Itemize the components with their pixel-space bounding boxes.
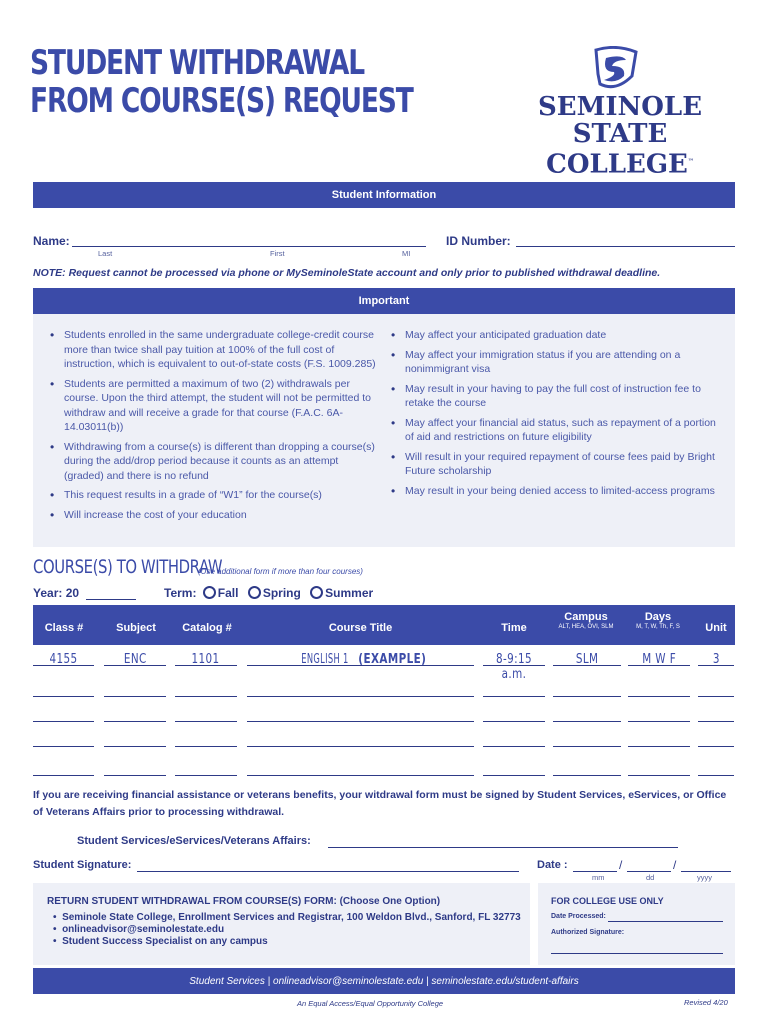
- list-item: • May affect your financial aid status, such as repayment of a portion of aid and restrictions on future eligibility: [389, 416, 719, 445]
- example-subject: ENC: [104, 652, 166, 666]
- course-row-2-days-field[interactable]: [628, 721, 690, 722]
- col-catalog: Catalog #: [182, 622, 232, 634]
- col-time: Time: [501, 622, 527, 634]
- course-row-2-unit-field[interactable]: [698, 721, 734, 722]
- date-processed-field[interactable]: [608, 921, 723, 922]
- student-signature-label: Student Signature:: [33, 859, 132, 871]
- revision-date: Revised 4/20: [684, 998, 728, 1007]
- list-item: • Will result in your required repayment of course fees paid by Bright Future scholarship: [389, 450, 719, 479]
- name-label: Name:: [33, 234, 70, 248]
- form-title-line1: STUDENT WITHDRAWAL: [30, 43, 364, 83]
- services-signature-label: Student Services/eServices/Veterans Affairs:: [77, 835, 311, 847]
- term-fall-radio[interactable]: [203, 586, 216, 599]
- return-option: • onlineadvisor@seminolestate.edu: [53, 924, 225, 935]
- list-item: • Withdrawing from a course(s) is different than dropping a course(s) during the add/drop period because it counts as an attempt (graded) and there is no refund: [48, 440, 378, 484]
- courses-section-subtitle: (Use additional form if more than four courses): [198, 567, 363, 576]
- course-row-2-time-field[interactable]: [483, 721, 545, 722]
- authorized-signature-label: Authorized Signature:: [551, 929, 625, 936]
- course-row-4-unit-field[interactable]: [698, 775, 734, 776]
- important-panel: [33, 314, 735, 547]
- equal-opportunity-note: An Equal Access/Equal Opportunity College: [297, 999, 444, 1008]
- logo-seminole: SEMINOLE: [537, 92, 703, 122]
- return-option: • Seminole State College, Enrollment Services and Registrar, 100 Weldon Blvd., Sanford, FL 32773: [53, 912, 521, 923]
- term-spring-radio[interactable]: [248, 586, 261, 599]
- return-option: • Student Success Specialist on any campus: [53, 936, 268, 947]
- logo-state-college: STATE COLLEGE™: [546, 119, 694, 180]
- list-item: • Will increase the cost of your education: [48, 508, 378, 523]
- date-sub-yyyy: yyyy: [697, 873, 712, 882]
- course-row-1-unit-field[interactable]: [698, 696, 734, 697]
- list-item: • This request results in a grade of “W1” for the course(s): [48, 488, 378, 503]
- col-unit: Unit: [705, 622, 727, 634]
- id-number-label: ID Number:: [446, 234, 511, 248]
- example-catalog: 1101: [175, 652, 237, 666]
- date-label: Date :: [537, 859, 568, 871]
- date-sub-mm: mm: [592, 873, 605, 882]
- term-label: Term:: [164, 586, 197, 600]
- course-row-2-class-field[interactable]: [33, 721, 94, 722]
- col-subject: Subject: [116, 622, 156, 634]
- list-item: • May affect your immigration status if you are attending on a nonimmigrant visa: [389, 348, 719, 377]
- course-row-4-time-field[interactable]: [483, 775, 545, 776]
- course-row-3-unit-field[interactable]: [698, 746, 734, 747]
- course-row-4-catalog-field[interactable]: [175, 775, 237, 776]
- course-row-1-campus-field[interactable]: [553, 696, 621, 697]
- important-bar: Important: [33, 288, 735, 314]
- list-item: • May result in your having to pay the full cost of instruction fee to retake the course: [389, 382, 719, 411]
- name-sub-last: Last: [98, 249, 113, 258]
- example-days: M W F: [628, 652, 690, 666]
- course-row-3-class-field[interactable]: [33, 746, 94, 747]
- example-tag: (EXAMPLE): [357, 652, 426, 667]
- year-field[interactable]: [86, 599, 136, 600]
- services-signature-field[interactable]: [328, 847, 678, 848]
- course-row-1-class-field[interactable]: [33, 696, 94, 697]
- date-sub-dd: dd: [646, 873, 655, 882]
- student-information-bar: Student Information: [33, 182, 735, 208]
- form-title: [30, 44, 413, 120]
- course-row-1-course-title-field[interactable]: [247, 696, 474, 697]
- courses-table-header: [33, 605, 735, 645]
- college-use-panel: [538, 883, 735, 965]
- courses-section-title: COURSE(S) TO WITHDRAW: [33, 556, 223, 578]
- course-row-1-catalog-field[interactable]: [175, 696, 237, 697]
- course-row-2-subject-field[interactable]: [104, 721, 166, 722]
- course-row-1-subject-field[interactable]: [104, 696, 166, 697]
- course-row-3-time-field[interactable]: [483, 746, 545, 747]
- college-logo-icon: [592, 46, 640, 92]
- col-campus-options: ALT, HEA, OVI, SLM: [558, 624, 614, 630]
- course-row-1-days-field[interactable]: [628, 696, 690, 697]
- return-instructions-panel: [33, 883, 530, 965]
- term-summer-radio[interactable]: [310, 586, 323, 599]
- term-options: [164, 586, 373, 600]
- course-row-3-catalog-field[interactable]: [175, 746, 237, 747]
- term-spring-label: Spring: [262, 586, 301, 600]
- year-label: Year: 20: [33, 586, 80, 600]
- example-class: 4155: [33, 652, 94, 666]
- authorized-signature-field[interactable]: [551, 953, 723, 954]
- student-signature-field[interactable]: [137, 871, 519, 872]
- example-campus: SLM: [553, 652, 621, 666]
- course-row-4-days-field[interactable]: [628, 775, 690, 776]
- example-course-title: ENGLISH 1 (EXAMPLE): [247, 652, 474, 666]
- example-time: 8-9:15 a.m.: [483, 652, 545, 666]
- course-row-1-time-field[interactable]: [483, 696, 545, 697]
- col-days: Days M, T, W, Th, F, S: [627, 611, 689, 630]
- financial-assistance-note: If you are receiving financial assistance or veterans benefits, your witdrawal form must be signed by Student Services, eServices, or Office of Veterans Affairs prior to processing withdrawal.: [33, 789, 727, 818]
- name-sub-first: First: [270, 249, 285, 258]
- col-course-title: Course Title: [328, 622, 393, 634]
- course-row-3-course-title-field[interactable]: [247, 746, 474, 747]
- college-logo: [500, 94, 740, 194]
- date-processed-label: Date Processed:: [551, 913, 606, 920]
- date-sep: /: [673, 858, 677, 872]
- course-row-2-catalog-field[interactable]: [175, 721, 237, 722]
- term-fall-label: Fall: [217, 586, 239, 600]
- course-row-3-subject-field[interactable]: [104, 746, 166, 747]
- col-campus: Campus ALT, HEA, OVI, SLM: [552, 611, 620, 630]
- course-row-4-class-field[interactable]: [33, 775, 94, 776]
- course-row-4-course-title-field[interactable]: [247, 775, 474, 776]
- col-class: Class #: [44, 622, 84, 634]
- term-summer-label: Summer: [325, 586, 374, 600]
- course-row-4-campus-field[interactable]: [553, 775, 621, 776]
- processing-note: NOTE: Request cannot be processed via phone or MySeminoleState account and only prior to published withdrawal deadline.: [33, 267, 661, 279]
- id-number-field[interactable]: [516, 246, 735, 247]
- important-list-right: [389, 328, 719, 503]
- course-row-4-subject-field[interactable]: [104, 775, 166, 776]
- date-mm-field[interactable]: [573, 871, 617, 872]
- name-sub-mi: MI: [402, 249, 411, 258]
- date-yyyy-field[interactable]: [681, 871, 731, 872]
- list-item: • May result in your being denied access to limited-access programs: [389, 484, 719, 499]
- course-row-3-days-field[interactable]: [628, 746, 690, 747]
- name-field[interactable]: [72, 246, 426, 247]
- list-item: • Students enrolled in the same undergraduate college-credit course more than twice shall pay tuition at 100% of the full cost of instruction, which is equivalent to out-of-state costs (F.S. 1009.285): [48, 328, 378, 372]
- course-row-2-course-title-field[interactable]: [247, 721, 474, 722]
- date-sep: /: [619, 858, 623, 872]
- footer-contact-bar: Student Services | onlineadvisor@seminolestate.edu | seminolestate.edu/student-affairs: [33, 968, 735, 994]
- course-row-2-campus-field[interactable]: [553, 721, 621, 722]
- list-item: • Students are permitted a maximum of two (2) withdrawals per course. Upon the third attempt, the student will not be permitted to withdraw and will receive a grade for that course (F.A.C. 6A-14.03011(b)): [48, 377, 378, 435]
- college-use-title: FOR COLLEGE USE ONLY: [551, 896, 664, 906]
- return-options: [53, 911, 521, 947]
- important-list-left: [48, 328, 378, 527]
- col-days-options: M, T, W, Th, F, S: [636, 624, 680, 630]
- example-unit: 3: [698, 652, 734, 666]
- form-title-line2: FROM COURSE(S) REQUEST: [30, 81, 413, 121]
- date-dd-field[interactable]: [627, 871, 671, 872]
- course-row-3-campus-field[interactable]: [553, 746, 621, 747]
- return-title: RETURN STUDENT WITHDRAWAL FROM COURSE(S) FORM: (Choose One Option): [47, 896, 441, 907]
- list-item: • May affect your anticipated graduation date: [389, 328, 719, 343]
